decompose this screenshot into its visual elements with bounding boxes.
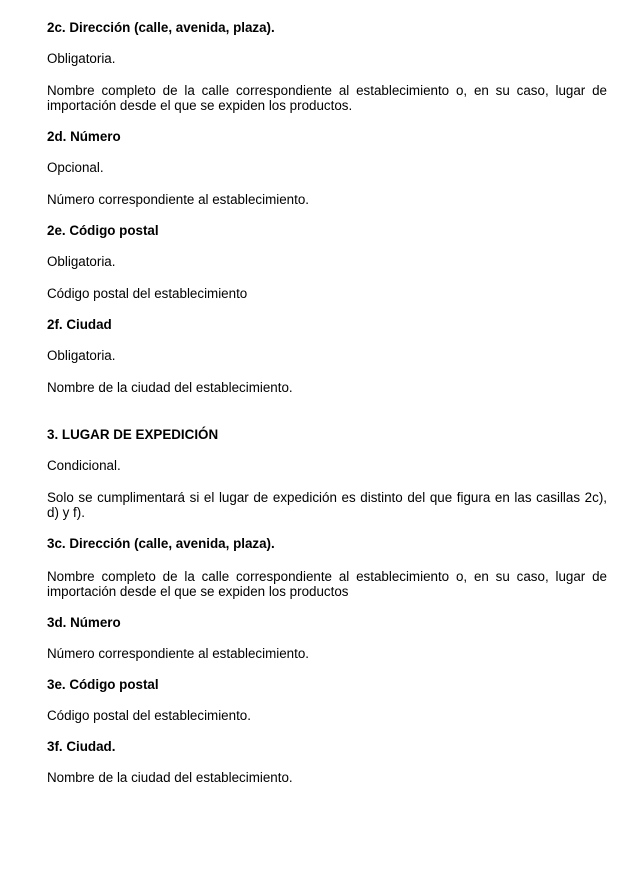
- section-3d-description: Número correspondiente al establecimiento.: [47, 646, 310, 661]
- section-2e-heading: 2e. Código postal: [47, 223, 159, 238]
- section-3-description: Solo se cumplimentará si el lugar de expedición es distinto del que figura en las casillas 2c), d) y f).: [47, 490, 607, 520]
- section-2f-requirement: Obligatoria.: [47, 348, 116, 363]
- section-2e-requirement: Obligatoria.: [47, 254, 116, 269]
- section-3c-description: Nombre completo de la calle correspondiente al establecimiento o, en su caso, lugar de importación desde el que se expiden los productos: [47, 569, 607, 599]
- section-2c-requirement: Obligatoria.: [47, 51, 116, 66]
- section-2d-requirement: Opcional.: [47, 160, 104, 175]
- section-3d-heading: 3d. Número: [47, 615, 121, 630]
- section-3c-heading: 3c. Dirección (calle, avenida, plaza).: [47, 536, 275, 551]
- section-2d-heading: 2d. Número: [47, 129, 121, 144]
- document-page: [47, 19, 607, 785]
- section-2c-heading: 2c. Dirección (calle, avenida, plaza).: [47, 20, 275, 35]
- section-2e-description: Código postal del establecimiento: [47, 286, 248, 301]
- section-2f-description: Nombre de la ciudad del establecimiento.: [47, 380, 293, 395]
- section-3f-heading: 3f. Ciudad.: [47, 739, 116, 754]
- section-2f-heading: 2f. Ciudad: [47, 317, 112, 332]
- section-3-heading: 3. LUGAR DE EXPEDICIÓN: [47, 427, 219, 442]
- section-2d-description: Número correspondiente al establecimiento.: [47, 192, 310, 207]
- section-2c-description: Nombre completo de la calle correspondiente al establecimiento o, en su caso, lugar de importación desde el que se expiden los productos.: [47, 83, 607, 113]
- section-3f-description: Nombre de la ciudad del establecimiento.: [47, 770, 293, 785]
- section-3-requirement: Condicional.: [47, 458, 121, 473]
- section-3e-description: Código postal del establecimiento.: [47, 708, 251, 723]
- section-3e-heading: 3e. Código postal: [47, 677, 159, 692]
